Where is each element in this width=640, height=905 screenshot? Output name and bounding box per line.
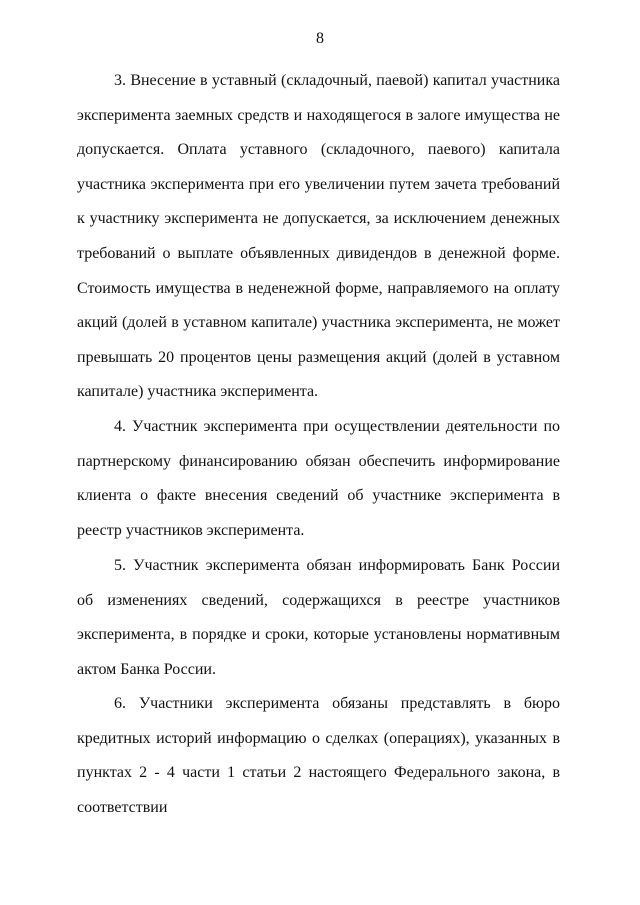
paragraph-5-text: 5. Участник эксперимента обязан информировать Банк России об изменениях сведений, содержащихся в реестре участников эксперимента, в порядке и сроки, которые установлены нормативным актом Банка России. — [77, 557, 560, 678]
paragraph-5 — [77, 549, 560, 687]
page-number: 8 — [316, 30, 324, 47]
paragraph-6-text: 6. Участники эксперимента обязаны представлять в бюро кредитных историй информацию о сделках (операциях), указанных в пунктах 2 - 4 части 1 статьи 2 настоящего Федерального закона, в соответствии — [77, 695, 560, 816]
paragraph-4 — [77, 410, 560, 548]
paragraph-6 — [77, 687, 560, 825]
paragraph-3-text: 3. Внесение в уставный (складочный, паевой) капитал участника эксперимента заемных средств и находящегося в залоге имущества не допускается. Оплата уставного (складочного, паевого) капитала участника эксперимента при его увеличении путем зачета требований к участнику эксперимента не допускается, за исключением денежных требований о выплате объявленных дивидендов в денежной форме. Стоимость имущества в неденежной форме, направляемого на оплату акций (долей в уставном капитале) участника эксперимента, не может превышать 20 процентов цены размещения акций (долей в уставном капитале) участника эксперимента. — [77, 72, 560, 401]
paragraph-4-text: 4. Участник эксперимента при осуществлении деятельности по партнерскому финансированию обязан обеспечить информирование клиента о факте внесения сведений об участнике эксперимента в реестр участников эксперимента. — [77, 418, 560, 539]
paragraph-3 — [77, 64, 560, 410]
